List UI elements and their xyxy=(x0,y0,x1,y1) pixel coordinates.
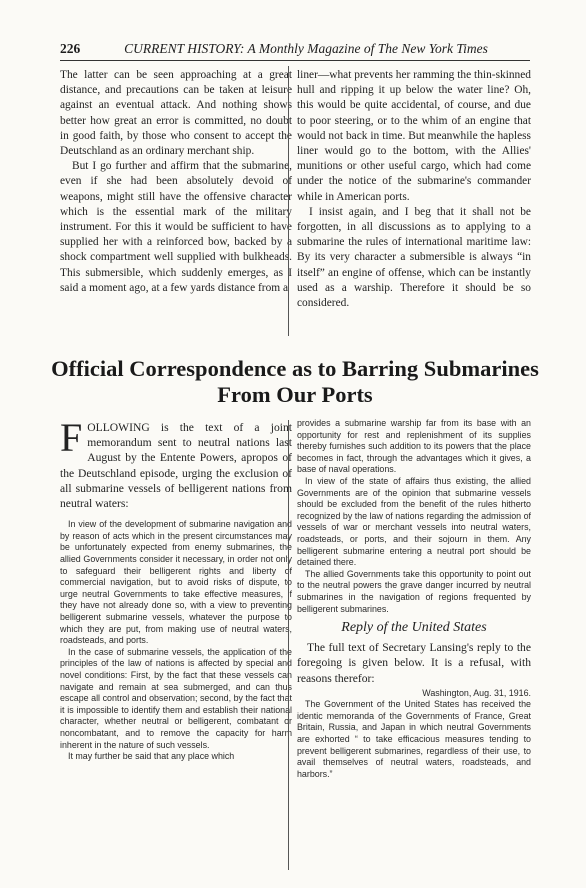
reply-dateline: Washington, Aug. 31, 1916. xyxy=(422,687,531,698)
paragraph: I insist again, and I beg that it shall not be forgotten, in all discussions as to applying to a submarine the rules of international maritime law: By its very character a submersible is always “in itself” an engine of offense, which can be instantly used as a warship. Therefore it should be so considered. xyxy=(297,205,531,310)
page-number: 226 xyxy=(60,41,81,56)
memo-paragraph: The allied Governments take this opportunity to point out to the neutral powers the grave danger incurred by neutral submarines in the navigation of regions frequented by belligerent submarines. xyxy=(297,568,531,614)
article-title-line2: From Our Ports xyxy=(217,382,373,407)
paragraph: But I go further and affirm that the submarine, even if she had been absolutely devoid of weapons, might still have the offensive character which is the essential mark of the military instrument. For this it would be sufficient to have supplied her with a reinforced bow, backed by a shock compartment well supplied with bulkheads. This submersible, which suddenly emerges, as I said a moment ago, at a few yards distance from a xyxy=(60,160,292,294)
top-left-column xyxy=(60,68,292,296)
article-lead xyxy=(60,415,292,511)
reply-body: The Government of the United States has received the identic memoranda of the Governments of France, Great Britain, Russia, and Japan in which neutral Governments are exhorted “ to take efficacious measures tending to prevent belligerent submarines, regardless of their use, to avail themselves of neutral waters, roadsteads, and harbors.” xyxy=(297,699,531,779)
article-title xyxy=(40,356,550,408)
page-header xyxy=(60,41,530,61)
reply-heading: Reply of the United States xyxy=(341,620,487,636)
paragraph: liner—what prevents her ramming the thin-skinned hull and ripping it up below the water line? Oh, this would be quite accidental, of course, and due to poor steering, or to the whim of an engine that would not back in time. But meanwhile the hapless liner would go to the bottom, with the Allies' munitions or other useful cargo, which had come under the notice of the submarine's commander while in American ports. xyxy=(297,69,531,203)
column-divider xyxy=(288,420,289,870)
lead-text: OLLOWING is the text of a joint memorandum sent to neutral nations last August by the Entente Powers, apropos of the Deutschland episode, urging the exclusion of all submarine vessels of belligerent nations from neutral waters: xyxy=(60,421,292,511)
bottom-right-column xyxy=(297,418,531,780)
memo-paragraph: In view of the development of submarine navigation and by reason of acts which in the present circumstances may be unfortunately expected from enemy submarines, the allied Governments consider it necessary, in order not only to safeguard their belligerent rights and liberty of commercial navigation, but to avoid risks of dispute, to urge neutral Governments to take effective measures, if they have not already done so, with a view to preventing belligerent submarine vessels, whatever the purpose to which they are put, from making use of neutral waters, roadsteads, and ports. xyxy=(60,519,292,646)
running-title: CURRENT HISTORY: A Monthly Magazine of The New York Times xyxy=(124,41,488,56)
article-title-line1: Official Correspondence as to Barring Submarines xyxy=(51,356,539,381)
column-divider xyxy=(288,66,289,336)
memo-paragraph: It may further be said that any place which xyxy=(68,751,235,762)
reply-lead: The full text of Secretary Lansing's reply to the foregoing is given below. It is a refusal, with reasons therefor: xyxy=(297,641,531,685)
header-rule xyxy=(60,60,530,61)
top-right-column xyxy=(297,68,531,311)
memo-paragraph: In the case of submarine vessels, the application of the principles of the law of nations is affected by special and novel conditions: First, by the fact that these vessels can navigate and remain at sea submerged, and can thus escape all control and observation; second, by the fact that it is impossible to identify them and establish their national character, whether neutral or belligerent, combatant or noncombatant, and to remove the capacity for harm inherent in the nature of such vessels. xyxy=(60,646,292,750)
memo-paragraph: In view of the state of affairs thus existing, the allied Governments are of the opinion that submarine vessels should be excluded from the benefit of the rules hitherto recognized by the law of nations regarding the admission of vessels of war or merchant vessels into neutral waters, roadsteads, or ports, and their sojourn in them. Any belligerent submarine entering a neutral port should be detained there. xyxy=(297,475,531,568)
paragraph: The latter can be seen approaching at a great distance, and precautions can be taken at leisure against an eventual attack. And nothing shows better how great an error is committed, no doubt in good faith, by those who consent to accept the Deutschland as an ordinary merchant ship. xyxy=(60,69,292,158)
memo-paragraph: provides a submarine warship far from its base with an opportunity for rest and replenishment of its supplies thereby furnishes such addition to its powers that the place becomes in fact, through the advantages which it gives, a base of naval operations. xyxy=(297,418,531,475)
bottom-left-column xyxy=(60,415,292,763)
drop-cap: F xyxy=(60,415,83,460)
